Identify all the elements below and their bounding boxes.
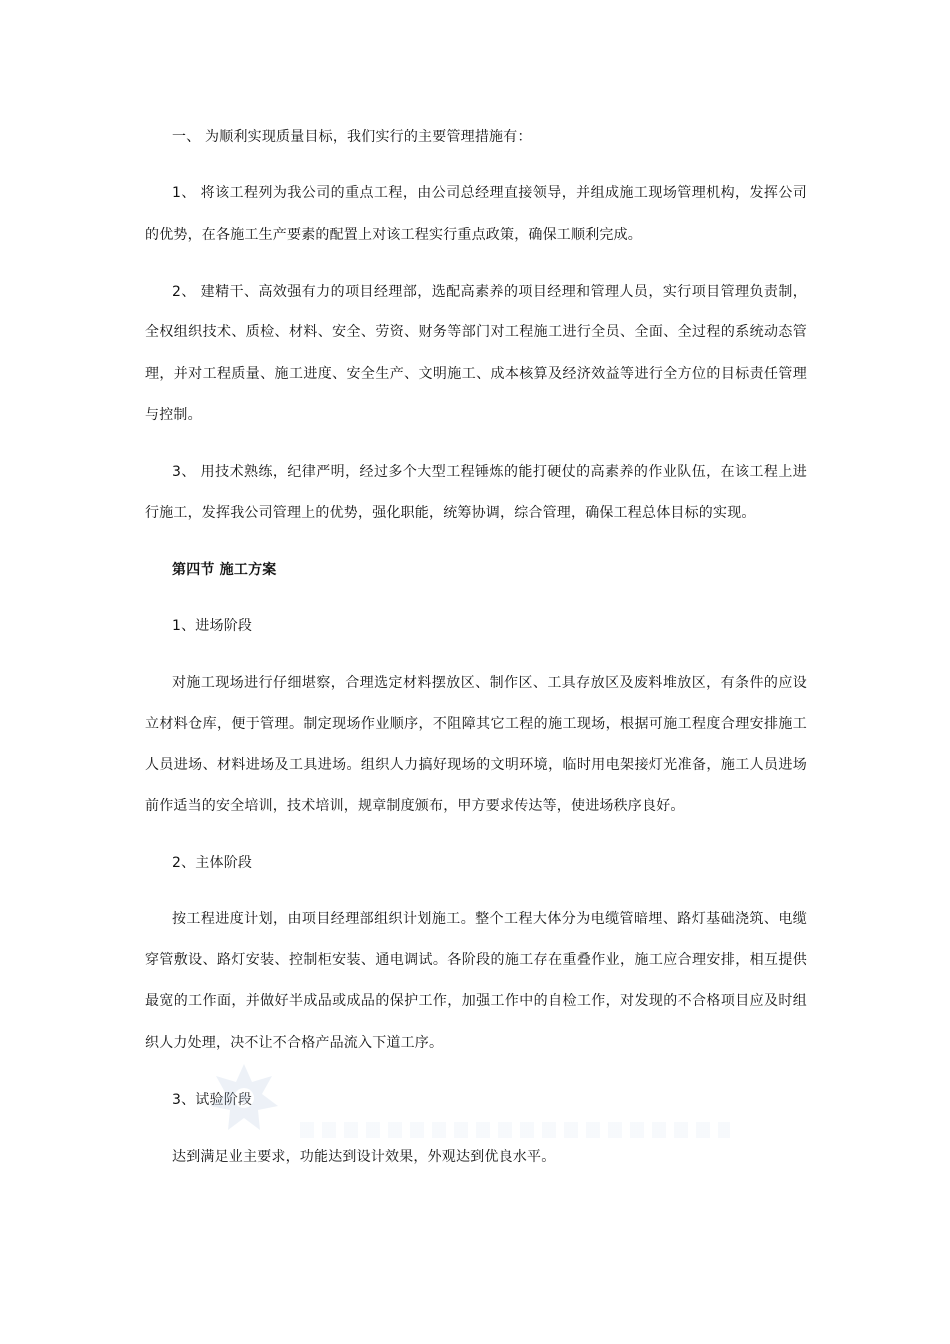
paragraph-line: 1、 将该工程列为我公司的重点工程，由公司总经理直接领导，并组成施工现场管理机构，发挥公司 <box>172 185 807 201</box>
paragraph-line: 最宽的工作面，并做好半成品或成品的保护工作，加强工作中的自检工作，对发现的不合格项目应及时组 <box>145 993 807 1009</box>
subsection-title: 2、主体阶段 <box>172 855 253 871</box>
paragraph-line: 与控制。 <box>145 407 202 423</box>
paragraph-line: 立材料仓库，便于管理。制定现场作业顺序，不阻障其它工程的施工现场，根据可施工程度合理安排施工 <box>145 716 807 732</box>
section-title: 第四节 施工方案 <box>172 562 277 578</box>
watermark-band <box>300 1122 730 1138</box>
subsection-title: 3、试验阶段 <box>172 1092 253 1108</box>
paragraph-line: 3、 用技术熟练，纪律严明，经过多个大型工程锤炼的能打硬仗的高素养的作业队伍，在该工程上进 <box>172 464 807 480</box>
paragraph-line: 人员进场、材料进场及工具进场。组织人力搞好现场的文明环境，临时用电架接灯光准备，施工人员进场 <box>145 757 807 773</box>
paragraph-line: 穿管敷设、路灯安装、控制柜安装、通电调试。各阶段的施工存在重叠作业，施工应合理安排，相互提供 <box>145 952 807 968</box>
paragraph-line: 按工程进度计划，由项目经理部组织计划施工。整个工程大体分为电缆管暗埋、路灯基础浇筑、电缆 <box>172 911 807 927</box>
paragraph-line: 前作适当的安全培训，技术培训，规章制度颁布，甲方要求传达等，使进场秩序良好。 <box>145 798 685 814</box>
subsection-title: 1、进场阶段 <box>172 618 253 634</box>
paragraph-line: 达到满足业主要求，功能达到设计效果，外观达到优良水平。 <box>172 1149 556 1165</box>
paragraph-line: 对施工现场进行仔细堪察，合理选定材料摆放区、制作区、工具存放区及废料堆放区，有条件的应设 <box>172 675 807 691</box>
paragraph-line: 的优势，在各施工生产要素的配置上对该工程实行重点政策，确保工顺利完成。 <box>145 227 642 243</box>
paragraph-line: 行施工，发挥我公司管理上的优势，强化职能，统筹协调，综合管理，确保工程总体目标的实现。 <box>145 505 756 521</box>
section-heading: 一、 为顺利实现质量目标，我们实行的主要管理措施有： <box>172 129 532 145</box>
paragraph-line: 全权组织技术、质检、材料、安全、劳资、财务等部门对工程施工进行全员、全面、全过程的系统动态管 <box>145 324 807 340</box>
paragraph-line: 2、 建精干、高效强有力的项目经理部，选配高素养的项目经理和管理人员，实行项目管理负责制， <box>172 284 807 300</box>
paragraph-line: 织人力处理，决不让不合格产品流入下道工序。 <box>145 1035 444 1051</box>
paragraph-line: 理，并对工程质量、施工进度、安全生产、文明施工、成本核算及经济效益等进行全方位的目标责任管理 <box>145 366 807 382</box>
snowflake-logo-icon <box>208 1062 280 1134</box>
